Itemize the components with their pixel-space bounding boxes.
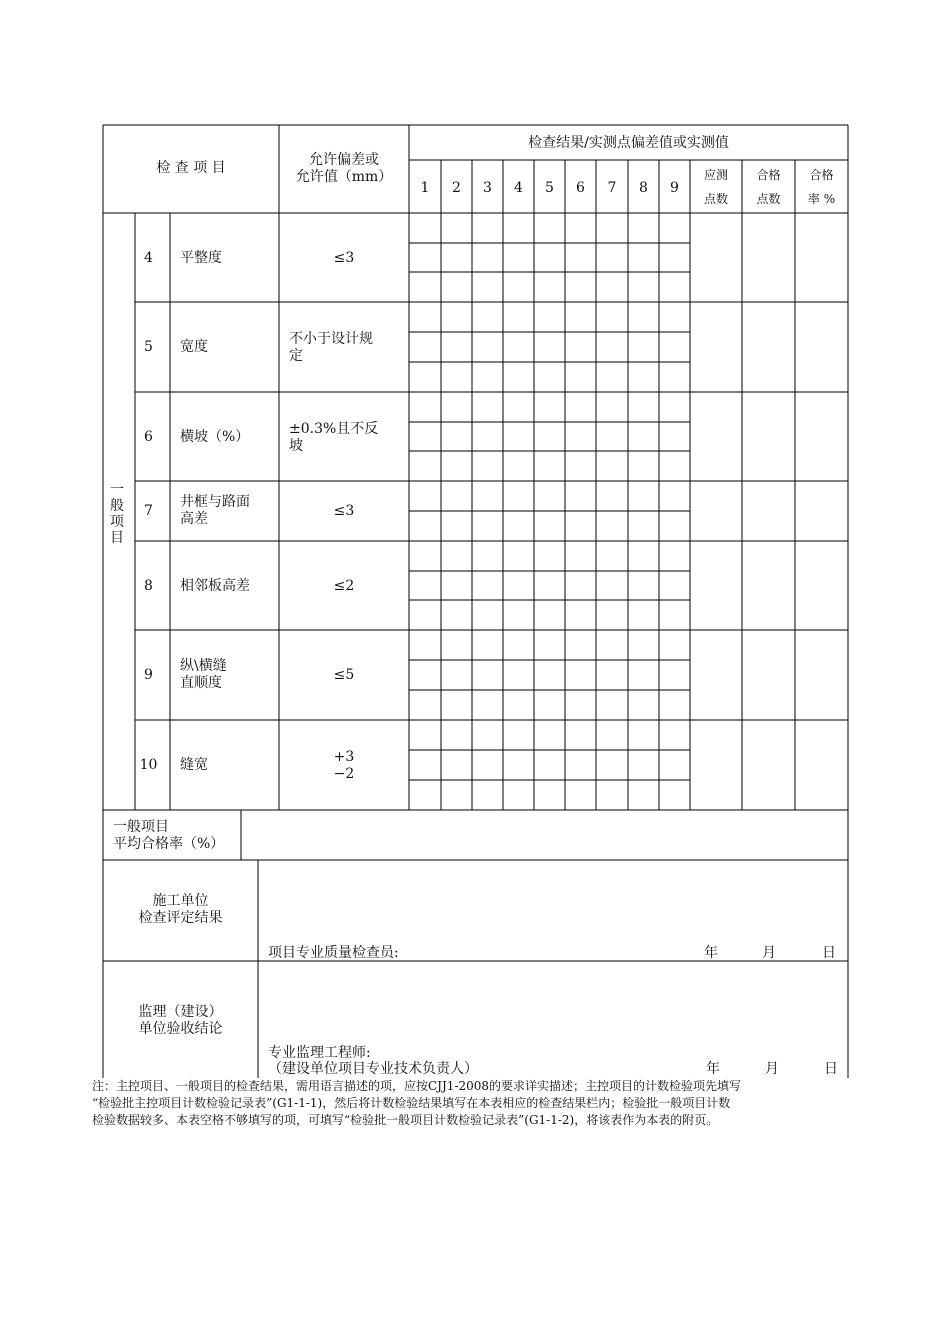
item-tolerance: 定 — [289, 348, 303, 364]
item-tolerance: 坡 — [289, 437, 303, 454]
header-should-measure-line2: 点数 — [703, 192, 728, 206]
supervision-label-line1: 监理（建设） — [138, 1004, 223, 1020]
item-tolerance: ±0.3%且不反 — [289, 420, 379, 437]
avg-rate-label-line2: 平均合格率（%） — [113, 836, 225, 852]
item-name: 相邻板高差 — [180, 577, 250, 594]
header-point-number: 3 — [483, 180, 492, 196]
construction-label-line1: 施工单位 — [152, 893, 209, 909]
header-qualified-points-line1: 合格 — [756, 168, 781, 182]
footnote-line: “检验批主控项目计数检验记录表”(G1-1-1)，然后将计数检验结果填写在本表相应的检查结果栏内；检验批一般项目计数 — [92, 1096, 731, 1110]
header-point-number: 9 — [670, 180, 679, 196]
item-tolerance: +3 — [333, 749, 355, 765]
item-tolerance: ≤3 — [333, 249, 355, 266]
item-tolerance: −2 — [333, 766, 355, 782]
item-number: 8 — [144, 577, 153, 594]
construction-year: 年 — [704, 945, 718, 961]
supervision-year: 年 — [706, 1061, 720, 1077]
header-qualified-rate-line2: 率 % — [807, 192, 836, 206]
header-point-number: 1 — [420, 180, 430, 196]
item-name: 平整度 — [180, 249, 222, 266]
header-point-number: 7 — [607, 180, 617, 196]
footnote-line: 注：主控项目、一般项目的检查结果，需用语言描述的项，应按CJJ1-2008的要求详实描述；主控项目的计数检验项先填写 — [92, 1079, 742, 1093]
item-name: 宽度 — [180, 339, 208, 355]
item-tolerance: ≤5 — [333, 667, 355, 683]
item-name: 井框与路面 — [180, 494, 250, 510]
item-number: 9 — [144, 667, 153, 683]
item-name: 横坡（%） — [180, 428, 250, 445]
avg-rate-label-line1: 一般项目 — [113, 819, 169, 835]
supervision-engineer-line1: 专业监理工程师: — [268, 1045, 371, 1061]
header-point-number: 6 — [576, 180, 585, 196]
supervision-month: 月 — [765, 1061, 779, 1077]
header-inspection-item: 检 查 项 目 — [156, 160, 226, 176]
construction-inspector-label: 项目专业质量检查员: — [268, 945, 399, 961]
item-number: 4 — [144, 249, 153, 266]
header-qualified-rate-line1: 合格 — [809, 168, 834, 182]
header-results-title: 检查结果/实测点偏差值或实测值 — [528, 135, 729, 151]
construction-label-line2: 检查评定结果 — [138, 910, 223, 926]
item-tolerance: 不小于设计规 — [289, 331, 373, 347]
header-point-number: 5 — [545, 180, 554, 196]
header-qualified-points-line2: 点数 — [756, 192, 781, 206]
footnote — [92, 1078, 862, 1129]
header-point-number: 4 — [514, 180, 523, 196]
item-tolerance: ≤3 — [333, 503, 355, 519]
header-allowance-line1: 允许偏差或 — [309, 152, 379, 168]
header-point-number: 2 — [452, 180, 461, 196]
item-number: 5 — [144, 339, 153, 355]
item-number: 6 — [144, 428, 153, 445]
item-name: 直顺度 — [180, 675, 222, 691]
item-number: 10 — [139, 757, 158, 773]
construction-month: 月 — [762, 945, 776, 961]
item-tolerance: ≤2 — [333, 577, 355, 594]
footnote-line: 检验数据较多、本表空格不够填写的项，可填写“检验批一般项目计数检验记录表”(G1-1-2)，将该表作为本表的附页。 — [92, 1113, 719, 1127]
item-name: 缝宽 — [180, 757, 208, 773]
item-number: 7 — [144, 503, 153, 519]
supervision-day: 日 — [824, 1061, 838, 1077]
header-point-number: 8 — [639, 180, 648, 196]
category-label: 一般项目 — [110, 482, 124, 546]
item-name: 高差 — [180, 511, 208, 527]
item-name: 纵\横缝 — [180, 658, 227, 674]
supervision-engineer-line2: （建设单位项目专业技术负责人） — [268, 1061, 478, 1077]
header-allowance-line2: 允许值（mm） — [295, 169, 393, 185]
construction-day: 日 — [822, 945, 836, 961]
header-should-measure-line1: 应测 — [703, 168, 728, 182]
supervision-label-line2: 单位验收结论 — [138, 1021, 223, 1037]
